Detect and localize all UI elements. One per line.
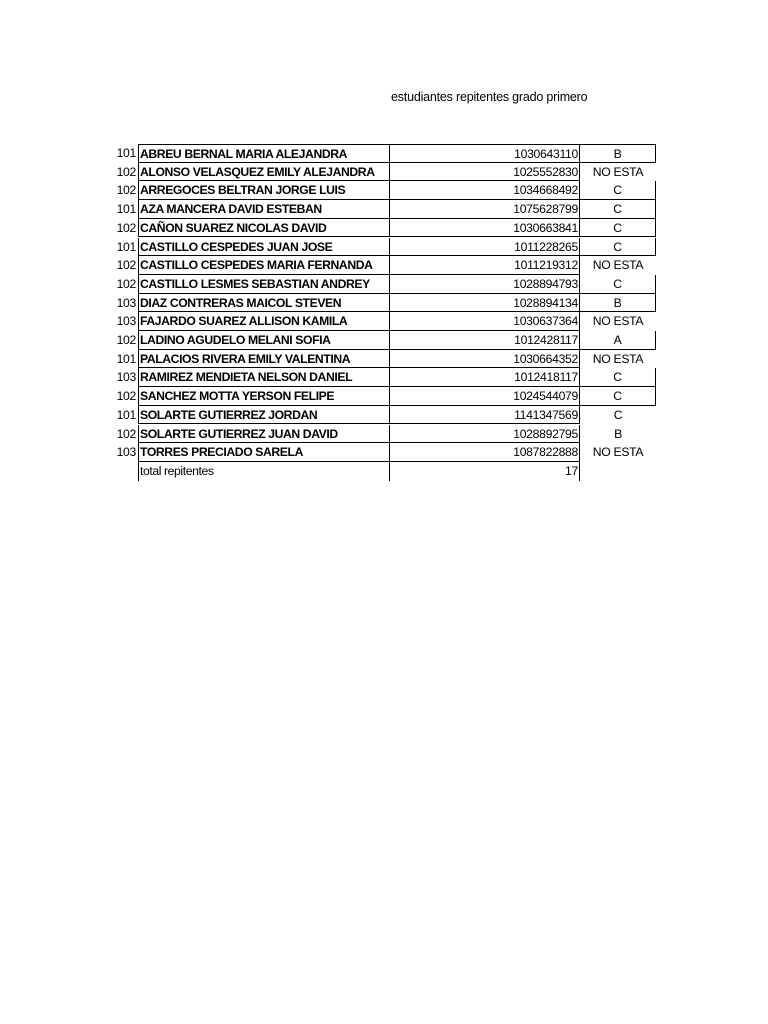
group-cell: 102 [116, 164, 136, 179]
status-cell: NO ESTA [592, 351, 644, 366]
student-name-cell: SANCHEZ MOTTA YERSON FELIPE [138, 387, 390, 406]
student-name-cell: SOLARTE GUTIERREZ JORDAN [138, 406, 390, 425]
table-row [112, 425, 657, 444]
group-cell: 101 [116, 351, 136, 366]
student-name-cell: PALACIOS RIVERA EMILY VALENTINA [138, 350, 390, 369]
group-cell: 103 [116, 314, 136, 329]
table-row [112, 238, 657, 257]
status-cell: B [580, 144, 656, 163]
student-name-cell: ABREU BERNAL MARIA ALEJANDRA [138, 144, 390, 163]
table-row [112, 368, 657, 387]
group-cell: 103 [116, 445, 136, 460]
status-cell: NO ESTA [592, 314, 644, 329]
student-name-cell: CASTILLO CESPEDES MARIA FERNANDA [138, 256, 390, 275]
document-id-cell: 1028892795 [390, 425, 580, 444]
document-id-cell: 1087822888 [390, 443, 580, 462]
group-cell: 102 [116, 258, 136, 273]
group-cell: 101 [116, 146, 136, 160]
table-row [112, 163, 657, 182]
document-id-cell: 1024544079 [390, 387, 580, 406]
status-cell: C [580, 181, 656, 200]
status-cell: C [580, 238, 656, 257]
group-cell: 102 [116, 276, 136, 291]
group-cell: 102 [116, 220, 136, 235]
table-row [112, 331, 657, 350]
document-id-cell: 1030663841 [390, 219, 580, 238]
document-id-cell: 1075628799 [390, 200, 580, 219]
group-cell: 101 [116, 239, 136, 254]
table-row [112, 219, 657, 238]
status-cell: C [580, 200, 656, 219]
student-name-cell: TORRES PRECIADO SARELA [138, 443, 390, 462]
table-row [112, 387, 657, 406]
student-name-cell: DIAZ CONTRERAS MAICOL STEVEN [138, 294, 390, 313]
document-id-cell: 1028894793 [390, 275, 580, 294]
sheet-title: estudiantes repitentes grado primero [391, 90, 588, 104]
document-id-cell: 1030664352 [390, 350, 580, 369]
document-id-cell: 1028894134 [390, 294, 580, 313]
group-cell: 101 [116, 202, 136, 217]
table-row [112, 275, 657, 294]
table-row [112, 294, 657, 313]
document-id-cell: 1141347569 [390, 406, 580, 425]
status-cell: C [613, 407, 623, 422]
student-name-cell: RAMIREZ MENDIETA NELSON DANIEL [138, 368, 390, 387]
document-id-cell: 1012418117 [390, 368, 580, 387]
document-id-cell: 1011219312 [390, 256, 580, 275]
table-row [112, 181, 657, 200]
student-name-cell: LADINO AGUDELO MELANI SOFIA [138, 331, 390, 350]
table-row [112, 144, 657, 163]
status-cell: C [580, 387, 656, 406]
student-name-cell: FAJARDO SUAREZ ALLISON KAMILA [138, 312, 390, 331]
document-id-cell: 1025552830 [390, 163, 580, 182]
document-id-cell: 1034668492 [390, 181, 580, 200]
total-row [112, 462, 657, 481]
document-id-cell: 1030643110 [390, 144, 580, 163]
table-row [112, 312, 657, 331]
table-row [112, 406, 657, 425]
group-cell: 102 [116, 333, 136, 347]
group-cell: 102 [116, 426, 136, 441]
document-id-cell: 1011228265 [390, 238, 580, 257]
status-cell: B [614, 426, 622, 441]
student-name-cell: CAÑON SUAREZ NICOLAS DAVID [138, 219, 390, 238]
student-name-cell: AZA MANCERA DAVID ESTEBAN [138, 200, 390, 219]
student-name-cell: ALONSO VELASQUEZ EMILY ALEJANDRA [138, 163, 390, 182]
status-cell: C [580, 368, 656, 387]
group-cell: 101 [116, 407, 136, 422]
table-row [112, 200, 657, 219]
document-id-cell: 1030637364 [390, 312, 580, 331]
status-cell: NO ESTA [592, 258, 644, 273]
student-name-cell: ARREGOCES BELTRAN JORGE LUIS [138, 181, 390, 200]
group-cell: 103 [116, 295, 136, 310]
total-label: total repitentes [138, 462, 390, 481]
group-cell: 103 [116, 370, 136, 385]
table-row [112, 350, 657, 369]
group-cell: 102 [116, 183, 136, 198]
total-value: 17 [390, 462, 580, 481]
status-cell: NO ESTA [592, 445, 644, 460]
group-cell: 102 [116, 389, 136, 404]
status-cell: NO ESTA [592, 164, 644, 179]
student-name-cell: CASTILLO LESMES SEBASTIAN ANDREY [138, 275, 390, 294]
document-id-cell: 1012428117 [390, 331, 580, 350]
status-cell: A [580, 331, 656, 350]
student-name-cell: SOLARTE GUTIERREZ JUAN DAVID [138, 425, 390, 444]
status-cell: C [580, 275, 656, 294]
status-cell: B [580, 294, 656, 313]
student-name-cell: CASTILLO CESPEDES JUAN JOSE [138, 238, 390, 257]
table-row [112, 443, 657, 462]
table-row [112, 256, 657, 275]
status-cell: C [580, 219, 656, 238]
